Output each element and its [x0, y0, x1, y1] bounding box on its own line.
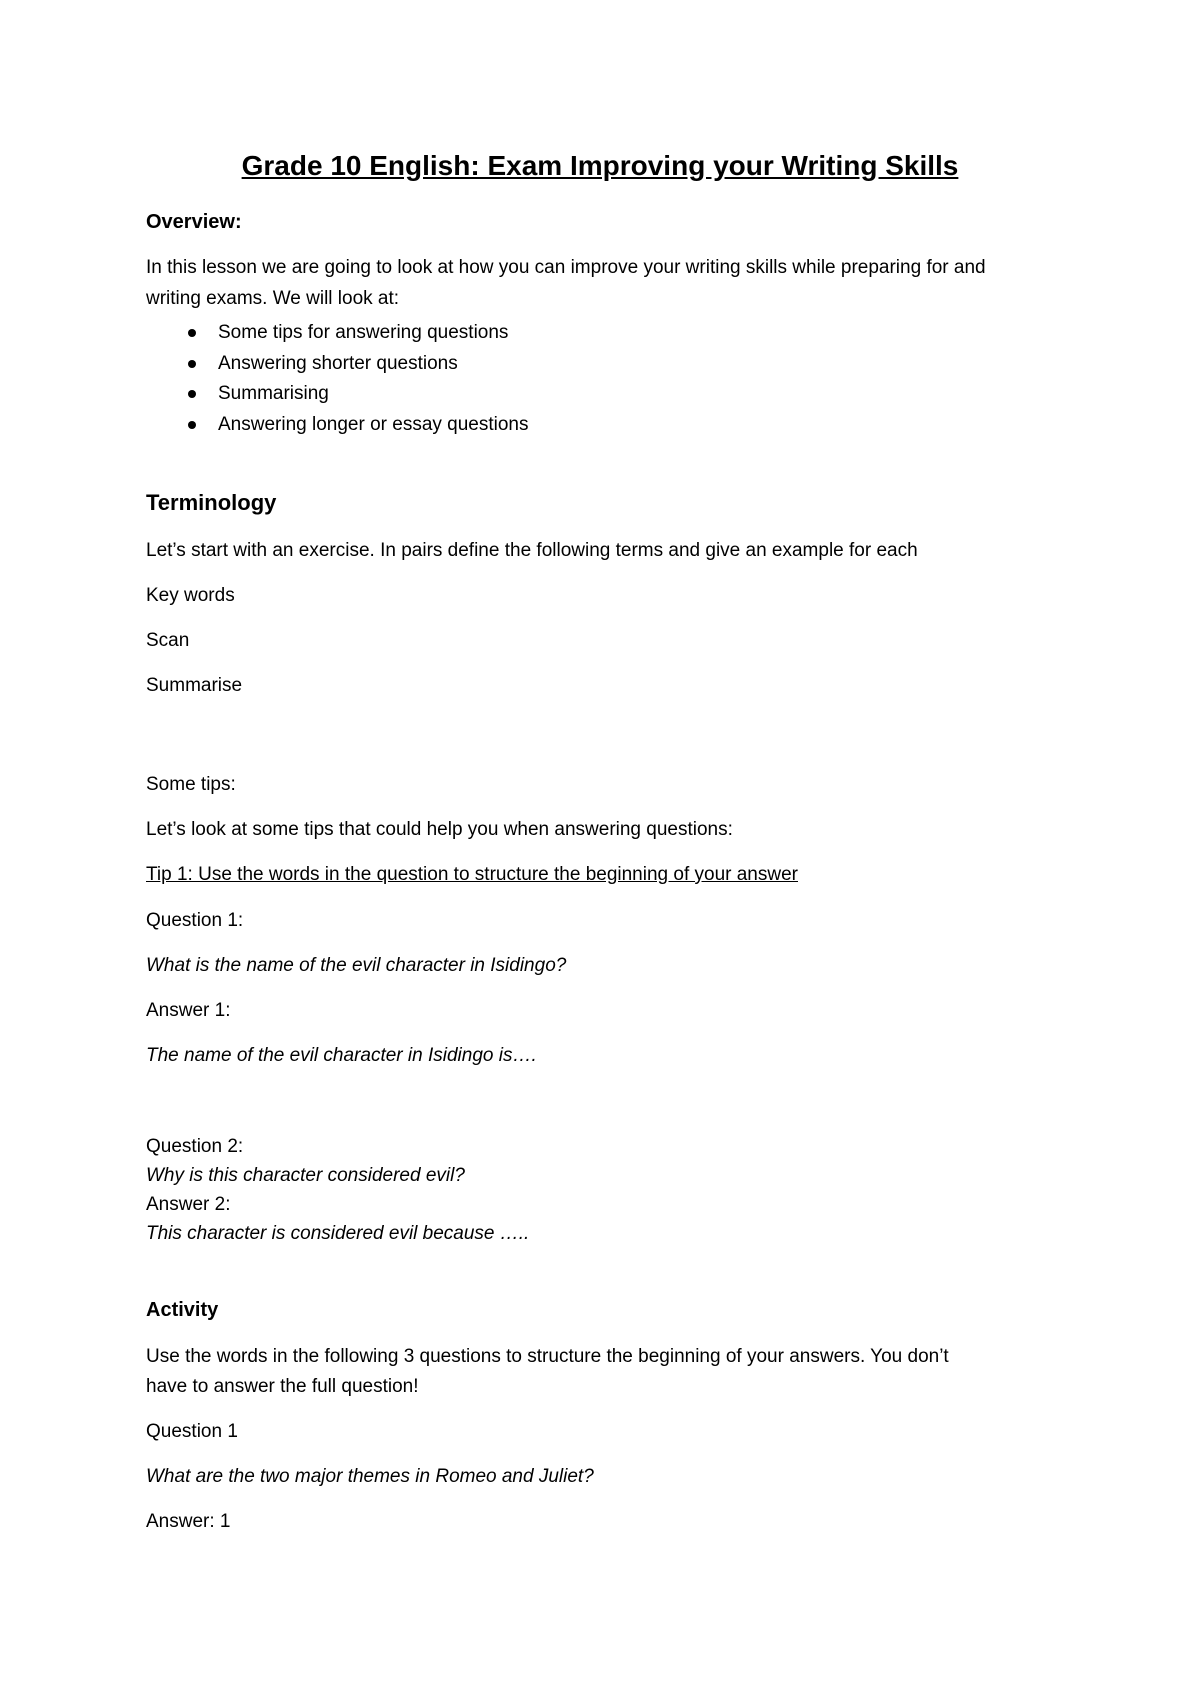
activity-instruction-line-1: Use the words in the following 3 questions to structure the beginning of your answers. You don’t [146, 1346, 949, 1367]
bullet-dot-icon [188, 421, 196, 429]
activity-heading: Activity [146, 1299, 219, 1321]
bullet-dot-icon [188, 360, 196, 368]
page-title: Grade 10 English: Exam Improving your Writing Skills [241, 150, 959, 181]
activity-answer-label: Answer: 1 [146, 1511, 231, 1532]
term-item: Key words [146, 585, 235, 606]
overview-bullet: Answering shorter questions [218, 353, 458, 374]
term-item: Summarise [146, 675, 243, 696]
answer-2-text: This character is considered evil because ….. [146, 1223, 530, 1244]
activity-instruction-line-2: have to answer the full question! [146, 1376, 419, 1397]
question-2-label: Question 2: [146, 1136, 244, 1157]
tips-intro: Let’s look at some tips that could help you when answering questions: [146, 819, 733, 840]
overview-bullet: Summarising [218, 383, 329, 404]
question-1-label: Question 1: [146, 910, 244, 931]
terminology-heading: Terminology [146, 490, 277, 515]
activity-question-text: What are the two major themes in Romeo and Juliet? [146, 1466, 594, 1487]
activity-question-label: Question 1 [146, 1421, 238, 1442]
overview-heading: Overview: [146, 211, 242, 233]
answer-1-label: Answer 1: [146, 1000, 231, 1021]
bullet-dot-icon [188, 390, 196, 398]
overview-bullet: Some tips for answering questions [218, 322, 509, 343]
tips-heading: Some tips: [146, 774, 236, 795]
tip-1: Tip 1: Use the words in the question to structure the beginning of your answer [146, 864, 798, 885]
question-2-text: Why is this character considered evil? [146, 1165, 465, 1186]
answer-2-label: Answer 2: [146, 1194, 231, 1215]
overview-bullet: Answering longer or essay questions [218, 414, 529, 435]
answer-1-text: The name of the evil character in Isidingo is…. [146, 1045, 537, 1066]
overview-intro-line-1: In this lesson we are going to look at how you can improve your writing skills while preparing for and [146, 257, 986, 278]
term-item: Scan [146, 630, 190, 651]
overview-intro-line-2: writing exams. We will look at: [146, 288, 400, 309]
terminology-instruction: Let’s start with an exercise. In pairs define the following terms and give an example for each [146, 540, 918, 561]
bullet-dot-icon [188, 329, 196, 337]
question-1-text: What is the name of the evil character in Isidingo? [146, 955, 567, 976]
